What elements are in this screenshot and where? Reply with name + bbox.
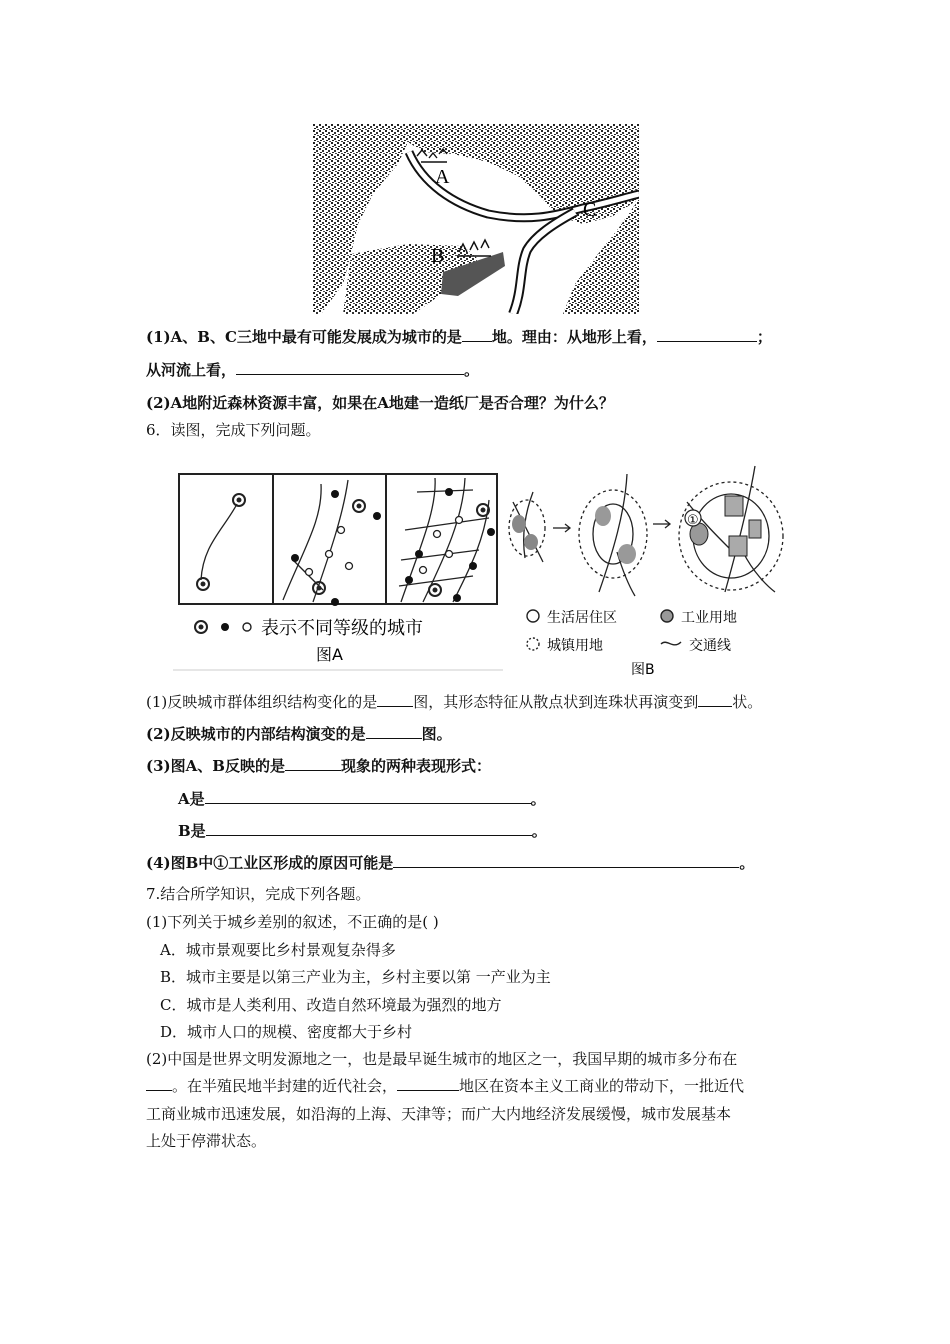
q5-part1-line1: (1)A、B、C三地中最有可能发展成为城市的是 地。理由：从地形上看， ； [146,328,772,346]
q7-part2-line3: 工商业城市迅速发展，如沿海的上海、天津等；而广大内地经济发展缓慢，城市发展基本 [146,1105,732,1123]
answer-blank[interactable] [657,327,757,342]
legend-transport: 交通线 [689,638,731,654]
q7-option-b: B．城市主要是以第三产业为主，乡村主要以第 一产业为主 [160,968,551,986]
q6-part3-b: B是 。 [178,822,547,840]
figure-a [173,470,503,672]
label-c: C [583,199,597,221]
q5-part2: (2)A地附近森林资源丰富，如果在A地建一造纸厂是否合理？为什么？ [146,394,614,412]
legend-residential: 生活居住区 [547,610,617,626]
q7-option-a: A．城市景观要比乡村景观复杂得多 [160,941,396,959]
q6-part3-a: A是 。 [178,790,546,808]
q7-part2-line4: 上处于停滞状态。 [146,1132,267,1150]
figure-b-caption: 图B [631,662,655,678]
q7-part2-line1: (2)中国是世界文明发源地之一，也是最早诞生城市的地区之一，我国早期的城市多分布在 [146,1050,738,1068]
q6-part2: (2)反映城市的内部结构演变的是 图。 [146,725,452,743]
q7-option-d: D．城市人口的规模、密度都大于乡村 [160,1023,413,1041]
q7-part1: (1)下列关于城乡差别的叙述，不正确的是( ) [146,913,439,931]
label-a: A [435,166,450,188]
q7-part2-line2: 。在半殖民地半封建的近代社会， 地区在资本主义工商业的带动下，一批近代 [146,1076,744,1096]
answer-blank[interactable] [377,692,413,707]
answer-blank[interactable] [462,327,492,342]
answer-blank[interactable] [206,821,532,836]
q5-part1-line2: 从河流上看， 。 [146,361,480,379]
answer-blank[interactable] [393,853,739,868]
q7-title: 7.结合所学知识，完成下列各题。 [146,885,371,903]
answer-blank[interactable] [397,1076,459,1091]
figure-b [503,462,793,682]
q6-part4: (4)图B中①工业区形成的原因可能是 。 [146,854,755,872]
answer-blank[interactable] [205,789,531,804]
legend-industrial: 工业用地 [681,610,737,626]
answer-blank[interactable] [285,756,341,771]
answer-blank[interactable] [146,1076,172,1091]
label-b: B [431,245,445,267]
q6-title: 6．读图，完成下列问题。 [146,421,321,439]
answer-blank[interactable] [366,724,422,739]
q7-option-c: C．城市是人类利用、改造自然环境最为强烈的地方 [160,996,502,1014]
figure-a-legend: 表示不同等级的城市 [261,618,423,639]
terrain-map [313,124,639,314]
legend-urban: 城镇用地 [547,638,603,654]
q6-part1: (1)反映城市群体组织结构变化的是 图，其形态特征从散点状到连珠状再演变到 状。 [146,693,763,711]
answer-blank[interactable] [698,692,732,707]
answer-blank[interactable] [236,360,464,375]
q6-part3: (3)图A、B反映的是 现象的两种表现形式： [146,757,491,775]
figure-a-caption: 图A [316,645,343,664]
industrial-marker: ① [687,513,699,528]
